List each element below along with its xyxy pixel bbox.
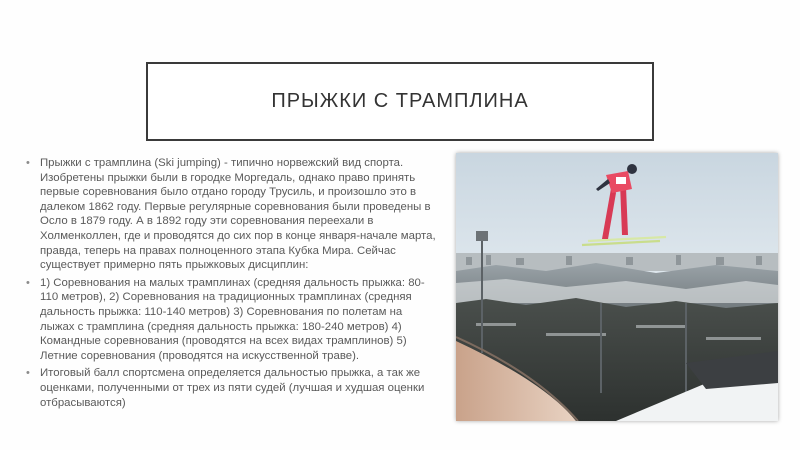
paragraph-2-text: 1) Соревнования на малых трамплинах (средняя дальность прыжка: 80-110 метров), 2) Соревнования на традиционных трамплинах (средняя дальность прыжка: 110-140 метров) 3) Соревнования по полетам на лыжах с трамплина (средняя дальность прыжка: 180-240 метров) 4) Командные соревнования (проводятся на всех видах трамплинов) 5) Летние соревнования (проводятся на искусственной траве).	[40, 276, 425, 362]
paragraph-3	[26, 366, 438, 410]
paragraph-3-text: Итоговый балл спортсмена определяется дальностью прыжка, а так же оценками, полученными от трех из пяти судей (лучшая и худшая оценки отбрасываются)	[40, 367, 425, 409]
paragraph-1	[26, 156, 438, 273]
tower-lamp	[476, 231, 488, 241]
bullet-icon: •	[26, 276, 30, 289]
ski-jumper-photo	[456, 153, 778, 421]
body-text	[26, 156, 438, 413]
bullet-icon: •	[26, 157, 30, 169]
slide-title: ПРЫЖКИ С ТРАМПЛИНА	[271, 90, 529, 112]
paragraph-2	[26, 276, 438, 364]
title-box	[146, 62, 654, 141]
bullet-icon: •	[26, 367, 30, 380]
paragraph-1-text: Прыжки с трамплина (Ski jumping) - типично норвежский вид спорта. Изобретены прыжки были в городке Моргедаль, однако право принять первые соревнования было отдано городу Трусиль, и произошло это в далеком 1862 году. Первые регулярные соревнования были проведены в Осло в 1879 году. А в 1892 году эти соревнования переехали в Холменколлен, где и проводятся до сих пор в конце января-начале марта, правда, теперь на правах полноценного этапа Кубка Мира. Сейчас существует примерно пять прыжковых дисциплин:	[40, 157, 436, 272]
